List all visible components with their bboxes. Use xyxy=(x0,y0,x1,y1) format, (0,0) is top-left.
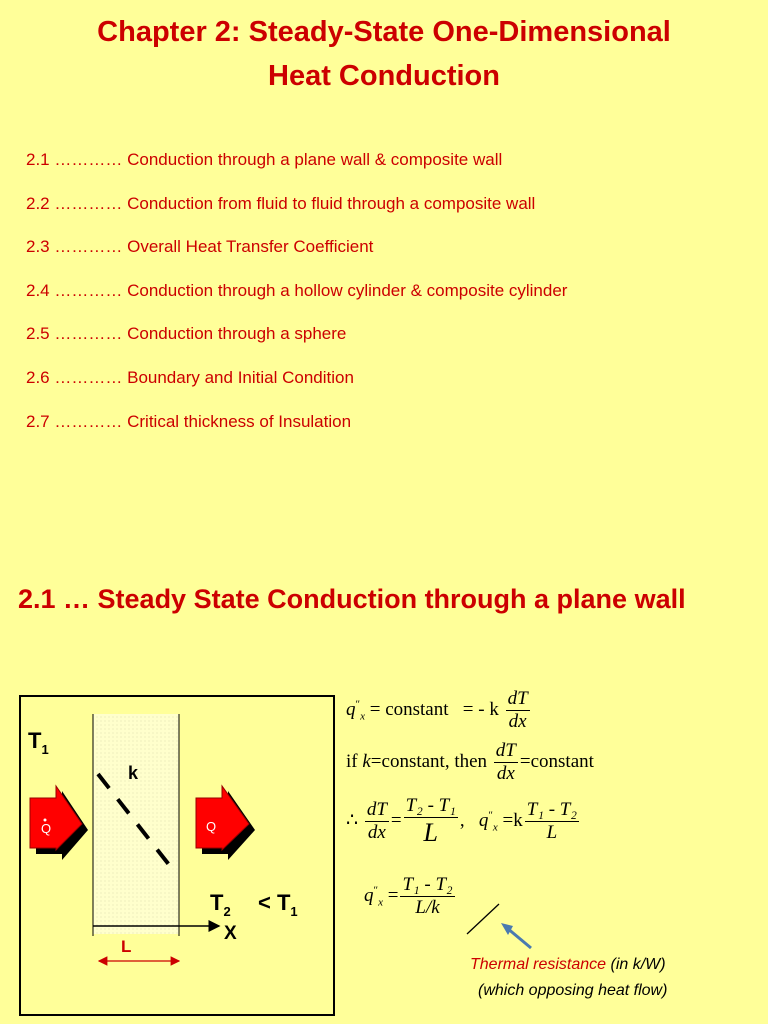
toc-dots: ………… xyxy=(54,280,123,300)
toc-label: Conduction from fluid to fluid through a composite wall xyxy=(127,193,536,213)
section-heading: 2.1 … Steady State Conduction through a plane wall xyxy=(18,584,686,614)
thermal-resistance-term: Thermal resistance xyxy=(470,956,607,973)
q-left-label: Q xyxy=(41,821,52,836)
t2-less-than-t1: < $T_1$ xyxy=(258,890,298,919)
toc-number: 2.4 xyxy=(26,280,50,300)
toc-item xyxy=(26,324,567,368)
toc-label: Conduction through a plane wall & composite wall xyxy=(127,150,503,169)
toc-number: 2.5 xyxy=(26,324,50,344)
t2-label: $T_2$ xyxy=(210,890,231,919)
chapter-title xyxy=(0,10,768,98)
q-right-label: Q xyxy=(206,819,217,834)
toc-number: 2.2 xyxy=(26,193,50,213)
toc-dots: ………… xyxy=(54,324,123,344)
toc-number: 2.3 xyxy=(26,237,50,257)
toc-item xyxy=(26,237,567,281)
thickness-label: L xyxy=(121,937,132,956)
toc-dots: ………… xyxy=(54,367,123,387)
toc-dots: ………… xyxy=(54,411,123,431)
toc-item xyxy=(26,150,567,194)
toc-label: Boundary and Initial Condition xyxy=(127,367,354,387)
toc-label: Conduction through a hollow cylinder & composite cylinder xyxy=(127,280,568,300)
chapter-title-line2: Heat Conduction xyxy=(268,60,500,92)
equation-thermal-resistance: $q''_x$ = $\frac{\text{T₁ - T₂}}{L/k}$ xyxy=(364,874,453,918)
t1-label: $T_1$ xyxy=(28,728,49,757)
toc-dots: ………… xyxy=(54,237,123,257)
plane-wall-diagram xyxy=(0,680,345,1020)
chapter-title-line1: Chapter 2: Steady-State One-Dimensional xyxy=(97,16,671,48)
toc-item xyxy=(26,281,567,325)
k-label: k xyxy=(128,763,139,783)
resistance-annotation-arrow-icon xyxy=(455,898,545,958)
toc-number: 2.1 xyxy=(26,150,50,169)
toc-item xyxy=(26,194,567,238)
toc-label: Critical thickness of Insulation xyxy=(127,411,352,431)
thermal-resistance-explanation: (which opposing heat flow) xyxy=(478,982,668,999)
heat-in-arrow-icon xyxy=(30,786,88,860)
heat-out-arrow-icon xyxy=(196,786,255,860)
x-axis-label: X xyxy=(224,923,237,944)
toc-label: Conduction through a sphere xyxy=(127,324,347,344)
equation-gradient-constant: if k=constant, then $\frac{dT}{dx}$ =constant xyxy=(346,740,594,784)
wall xyxy=(93,714,179,934)
table-of-contents xyxy=(26,150,567,455)
toc-label: Overall Heat Transfer Coefficient xyxy=(127,237,374,257)
thermal-resistance-units: (in k/W) xyxy=(606,956,666,973)
toc-dots: ………… xyxy=(54,150,123,169)
q-dot-icon xyxy=(44,819,47,822)
toc-number: 2.6 xyxy=(26,367,50,387)
equation-fourier-law: ∴ $\frac{dT}{dx}$ = $\frac{\text{T₂ - T₁}}{L}$ , $q''_x =k$ $\frac{\text{T₁ - T₂}}{L}$ xyxy=(346,795,577,847)
toc-item xyxy=(26,412,567,456)
toc-dots: ………… xyxy=(54,193,123,213)
toc-number: 2.7 xyxy=(26,411,50,431)
thermal-resistance-note xyxy=(470,956,666,974)
equation-heat-flux-constant: $q''_x$ = constant = - k $\frac{dT}{dx}$ xyxy=(346,688,528,732)
toc-item xyxy=(26,368,567,412)
